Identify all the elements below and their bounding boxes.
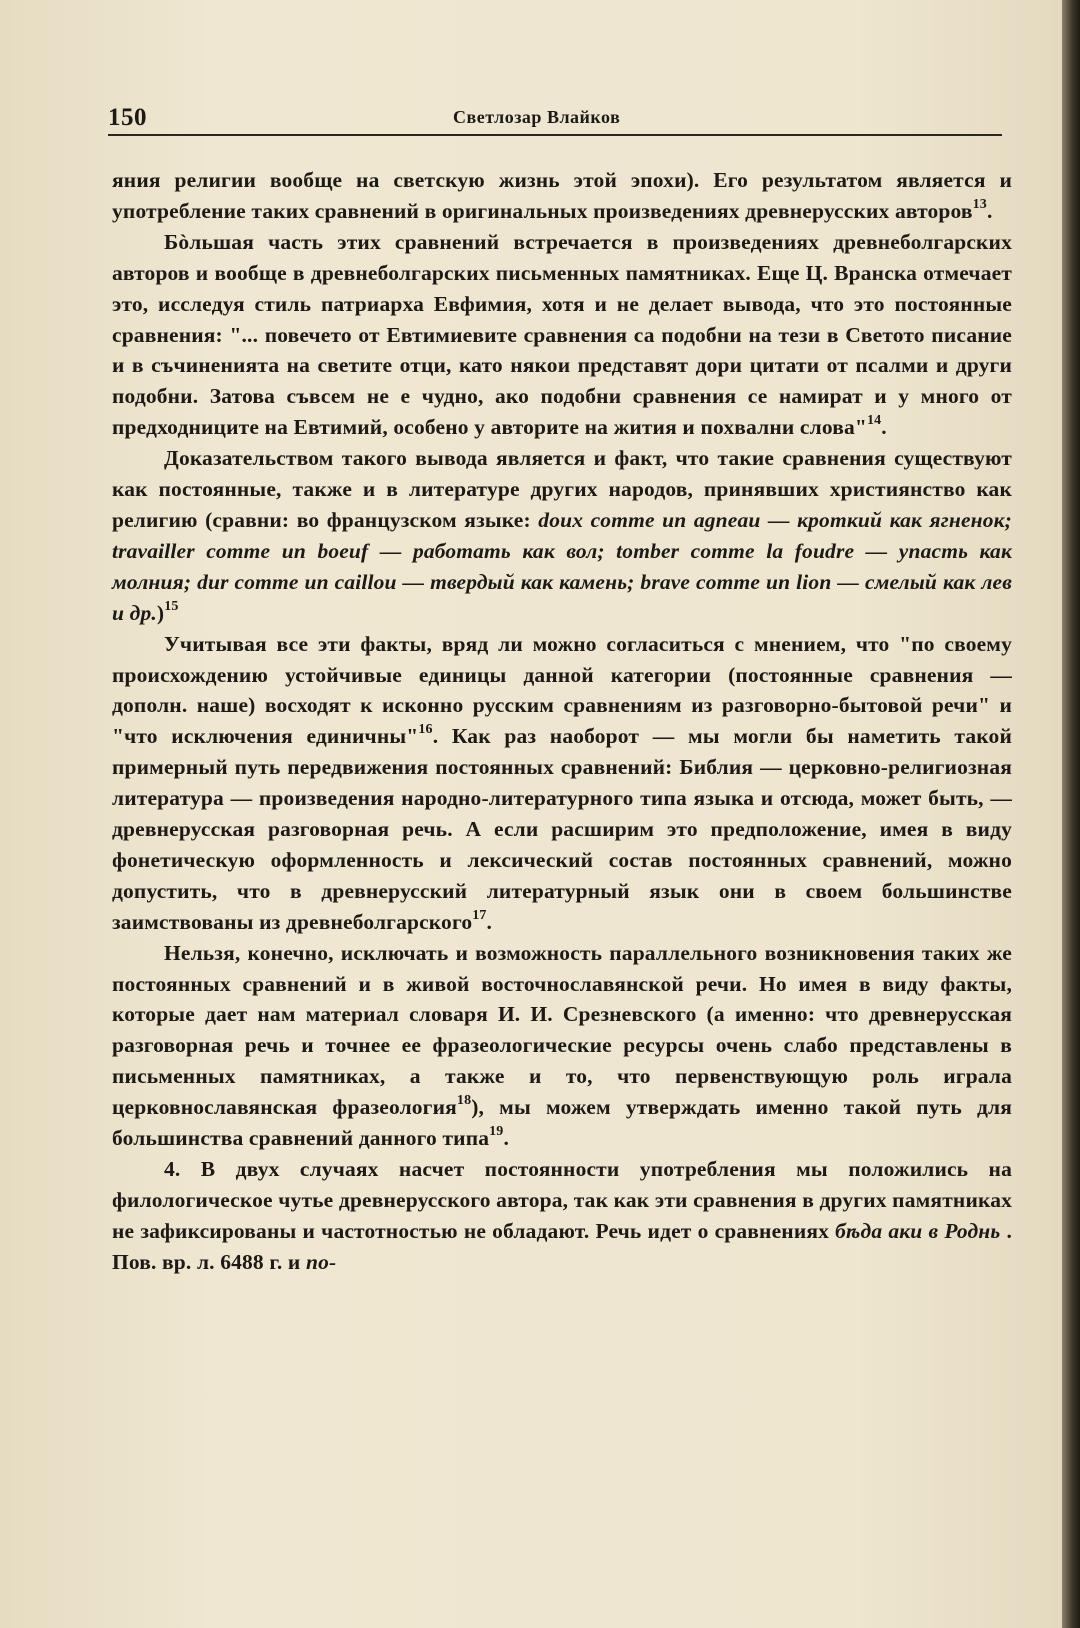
footnote-ref-19: 19 bbox=[489, 1124, 504, 1140]
paragraph-text: . bbox=[881, 415, 887, 440]
paragraph-6 bbox=[112, 1154, 1012, 1278]
page-number: 150 bbox=[108, 104, 147, 131]
paragraph-text: . bbox=[503, 1126, 509, 1151]
paragraph-text: Доказательством такого вывода является и факт, что такие сравнения существуют как постоянные, также и в литературе других народов, принявших християнство как религию (сравни: во французском языке: bbox=[112, 446, 1012, 532]
paragraph-text: . Как раз наоборот — мы могли бы наметить такой примерный путь передвижения постоянных сравнений: Библия — церковно-религиозная литература — произведения народно-литературного типа языка и отсюда, может быть, — древнерусская разговорная речь. А если расширим это предположение, имея в виду фонетическую оформленность и лексический состав постоянных сравнений, можно допустить, что в древнерусский литературный язык они в своем большинстве заимствованы из древнеболгарского bbox=[112, 724, 1012, 934]
paragraph-text: ) bbox=[156, 600, 165, 625]
italic-quote: по- bbox=[305, 1249, 337, 1274]
footnote-ref-13: 13 bbox=[972, 196, 987, 212]
paragraph-text: Нельзя, конечно, исключать и возможность параллельного возникновения таких же постоянных сравнений и в живой восточнославянской речи. Но имея в виду факты, которые дает нам материал словаря И. И. Срезневского (а именно: что древнерусская разговорная речь и точнее ее фразеологические ресурсы очень слабо представлены в письменных памятниках, а также и то, что первенствующую роль играла церковнославянская фразеология bbox=[112, 940, 1012, 1120]
footnote-ref-15: 15 bbox=[164, 598, 179, 614]
footnote-ref-14: 14 bbox=[866, 413, 882, 429]
body-text bbox=[112, 165, 1012, 1278]
paragraph-text: . Пов. вр. л. 6488 г. и bbox=[112, 1218, 1012, 1274]
italic-quote: бѣда аки в Роднь bbox=[835, 1218, 1001, 1243]
paragraph-text: . bbox=[486, 909, 493, 934]
paragraph-text: яния религии вообще на светскую жизнь этой эпохи). Его результатом является и употребление таких сравнений в оригинальных произведениях древнерусских авторов bbox=[112, 168, 1012, 223]
page-header bbox=[108, 98, 1002, 136]
footnote-ref-17: 17 bbox=[472, 907, 487, 923]
paragraph-text: Учитывая все эти факты, вряд ли можно согласиться с мнением, что "по своему происхождению устойчивые единицы данной категории (постоянные сравнения — дополн. наше) восходят к исконно русским сравнениям из разговорно-бытовой речи" и "что исключения единичны" bbox=[112, 631, 1012, 749]
paragraph-5 bbox=[112, 938, 1012, 1154]
running-head: Светлозар Влайков bbox=[453, 107, 621, 127]
footnote-ref-18: 18 bbox=[456, 1093, 472, 1109]
paragraph-text: 4. В двух случаях насчет постоянности употребления мы положились на филологическое чутье древнерусского автора, так как эти сравнения в других памятниках не зафиксированы и частотностью не обладают. Речь идет о сравнениях bbox=[112, 1157, 1012, 1243]
binding-edge bbox=[1062, 0, 1080, 1628]
paragraph-3 bbox=[112, 443, 1012, 628]
paragraph-text: Бòльшая часть этих сравнений встречается в произведениях древнеболгарских авторов и вообще в древнеболгарских письменных памятниках. Еще Ц. Вранска отмечает это, исследуя стиль патриарха Евфимия, хотя и не делает вывода, что это постоянные сравнения: "... повечето от Евтимиевите сравнения са подобни на тези в Светото писание и в съчиненията на светите отци, като някои представят дори цитати от псалми и други подобни. Затова съвсем не е чудно, ако подобни сравнения се намират и у много от предходниците на Евтимий, особено у авторите на жития и похвални слова" bbox=[112, 229, 1012, 440]
paragraph-text: . bbox=[986, 198, 993, 223]
paragraph-4 bbox=[112, 629, 1012, 938]
italic-examples: doux comme un agneau — кроткий как ягненок; travailler comme un boeuf — работать как вол; tomber comme la foudre — упасть как молния; dur comme un caillou — твердый как камень; brave comme un lion — смелый как лев и др. bbox=[112, 507, 1012, 625]
paragraph-2 bbox=[112, 227, 1012, 443]
paragraph-1 bbox=[112, 165, 1012, 227]
paragraph-text: ), мы можем утверждать именно такой путь для большинства сравнений данного типа bbox=[112, 1095, 1012, 1151]
footnote-ref-16: 16 bbox=[418, 722, 433, 738]
